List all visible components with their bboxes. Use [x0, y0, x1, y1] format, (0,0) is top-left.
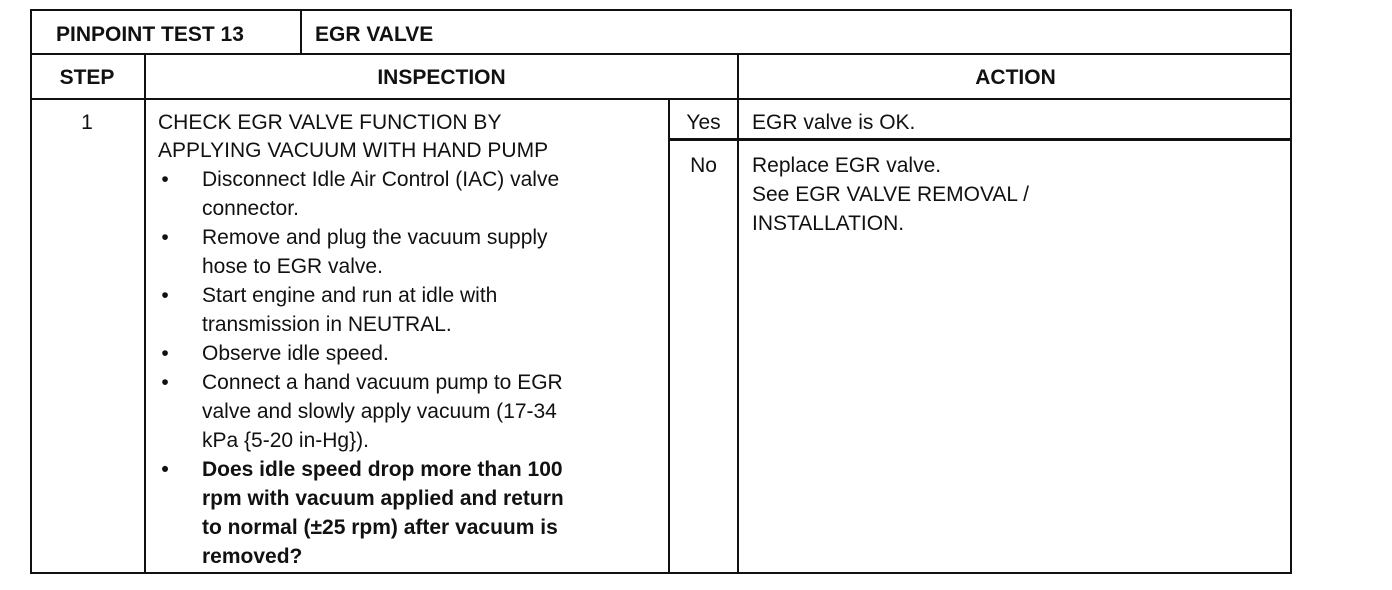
bullet-line: hose to EGR valve. [202, 255, 383, 278]
bullet-line: rpm with vacuum applied and return [202, 487, 564, 510]
yes-no-divider [668, 138, 1292, 141]
bullet-dot-icon: • [161, 371, 169, 394]
bullet-line: Connect a hand vacuum pump to EGR [202, 371, 563, 394]
bullet-line: Does idle speed drop more than 100 [202, 458, 563, 481]
step-column-divider [144, 53, 146, 574]
bullet-dot-icon: • [161, 226, 169, 249]
inspection-title-line-2: APPLYING VACUUM WITH HAND PUMP [158, 139, 549, 162]
bullet-line: transmission in NEUTRAL. [202, 313, 452, 336]
column-header-step: STEP [59, 66, 115, 89]
header-bottom-rule [30, 53, 1292, 55]
bullet-item [158, 223, 668, 281]
bullet-dot-icon: • [161, 458, 169, 481]
bullet-line: Observe idle speed. [202, 342, 389, 365]
bullet-line: kPa {5-20 in-Hg}). [202, 429, 369, 452]
bullet-line: to normal (±25 rpm) after vacuum is [202, 516, 558, 539]
bullet-item [158, 339, 668, 368]
inspection-action-divider [737, 53, 739, 574]
column-header-bottom-rule [30, 98, 1292, 100]
bullet-line: Disconnect Idle Air Control (IAC) valve [202, 168, 560, 191]
action-no-line-2: See EGR VALVE REMOVAL / [752, 183, 1029, 206]
column-header-action: ACTION [975, 66, 1056, 89]
bullet-line: Start engine and run at idle with [202, 284, 498, 307]
column-header-inspection: INSPECTION [377, 66, 506, 89]
answer-yes: Yes [686, 111, 721, 134]
bullet-item [158, 165, 668, 223]
test-name: EGR VALVE [315, 23, 434, 46]
bullet-item [158, 281, 668, 339]
action-yes: EGR valve is OK. [752, 111, 916, 134]
bullet-line: removed? [202, 545, 303, 568]
bullet-item [158, 368, 668, 455]
bullet-dot-icon: • [161, 284, 169, 307]
bullet-dot-icon: • [161, 168, 169, 191]
bullet-line: Remove and plug the vacuum supply [202, 226, 548, 249]
test-label: PINPOINT TEST 13 [56, 23, 244, 46]
bullet-line: connector. [202, 197, 299, 220]
action-no-line-3: INSTALLATION. [752, 212, 905, 235]
action-no-line-1: Replace EGR valve. [752, 154, 942, 177]
inspection-title-line-1: CHECK EGR VALVE FUNCTION BY [158, 111, 502, 134]
step-number: 1 [81, 111, 93, 134]
bullet-item-question [158, 455, 668, 571]
header-divider-vertical [300, 9, 302, 55]
bullet-dot-icon: • [161, 342, 169, 365]
inspection-bullet-list [158, 165, 668, 571]
bullet-line: valve and slowly apply vacuum (17-34 [202, 400, 557, 423]
answer-no: No [690, 154, 717, 177]
